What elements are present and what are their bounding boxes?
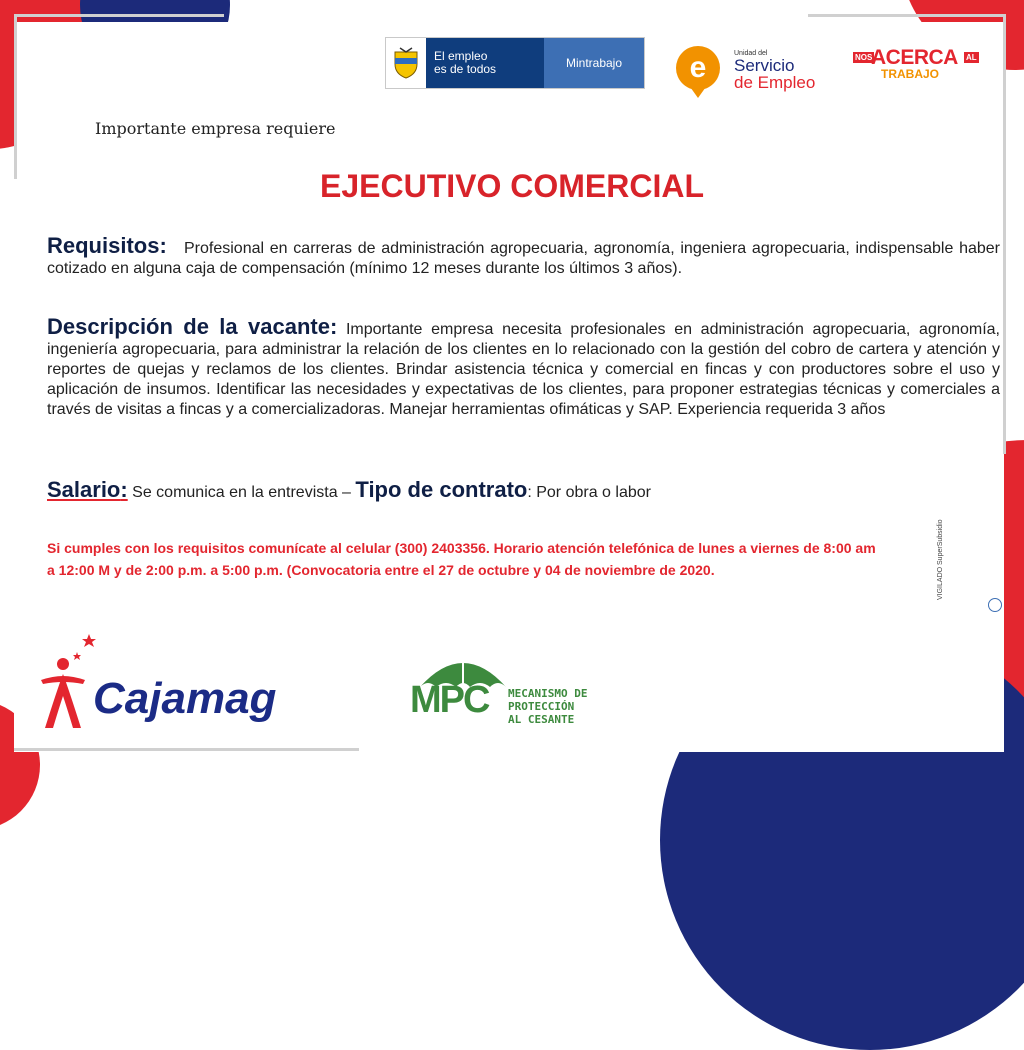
mintrabajo-name: Mintrabajo: [544, 38, 644, 88]
job-title: EJECUTIVO COMERCIAL: [319, 168, 705, 204]
contrato-label: Tipo de contrato: [355, 477, 528, 502]
salario-colon: :: [120, 477, 128, 502]
descripcion-section: [47, 314, 1000, 420]
descripcion-text: Importante empresa necesita profesionales en administración agropecuaria, agronomía, ingeniería agropecuaria, para administrar la relación de los clientes en lo relacionado con la gestión del cobro de cartera y atención y reportes de quejas y reclamos de los clientes. Brindar asistencia técnica y comercial en fincas y con productores sobre el uso y aplicación de insumos. Identificar las necesidades y expectativas de los clientes, para proponer estrategias técnicas y comerciales a través de visitas a fincas y a comercializadoras. Manejar herramientas ofimáticas y SAP. Experiencia requerida 3 años: [47, 321, 1000, 418]
frame-line-right: [1003, 14, 1006, 454]
mpc-line3: AL CESANTE: [508, 713, 575, 726]
mintrabajo-logo: [385, 37, 645, 89]
servicio-empleo-e-icon: e: [676, 46, 720, 90]
contrato-text: : Por obra o labor: [527, 484, 651, 501]
contact-info: Si cumples con los requisitos comunícate al celular (300) 2403356. Horario atención telefónica de lunes a viernes de 8:00 am a 12:00 M y de 2:00 p.m. a 5:00 p.m. (Convocatoria entre el 27 de octubre y 04 de noviembre de 2020.: [47, 540, 876, 578]
servicio-empleo-line2: de Empleo: [734, 73, 816, 92]
mpc-logo: [400, 625, 600, 745]
servicio-empleo-small: Unidad del: [734, 50, 768, 57]
vigilado-supersubsidio-text: VIGILADO SuperSubsidio: [937, 519, 944, 600]
requisitos-text: Profesional en carreras de administración agropecuaria, agronomía, ingeniera agropecuaria, indispensable haber cotizado en alguna caja de compensación (mínimo 12 meses durante los últimos 3 años).: [47, 240, 1001, 277]
requisitos-label: Requisitos:: [47, 233, 167, 258]
frame-line-top-right: [808, 14, 1004, 17]
frame-line-bottom-left: [14, 748, 359, 751]
intro-text: Importante empresa requiere: [95, 119, 336, 138]
salario-section: [47, 477, 1000, 503]
frame-line-top-left: [14, 14, 224, 17]
servicio-empleo-logo: [676, 44, 836, 104]
mpc-description: [508, 687, 587, 726]
servicio-empleo-pin-tail: [688, 84, 708, 98]
descripcion-label: Descripción de la vacante:: [47, 314, 338, 339]
salario-label: Salario: [47, 477, 121, 502]
salario-text: Se comunica en la entrevista –: [132, 484, 351, 501]
cajamag-figure-icon: [37, 630, 97, 740]
mintrabajo-slogan-line2: es de todos: [434, 62, 497, 76]
acerca-logo-main: ACERCA: [871, 46, 958, 69]
acerca-logo-nos: NOS: [855, 53, 873, 62]
nos-acerca-al-trabajo-logo: [853, 46, 981, 86]
frame-line-left: [14, 14, 17, 179]
cajamag-wordmark: Cajamag: [93, 674, 277, 723]
acerca-logo-al: AL: [966, 53, 977, 62]
mintrabajo-slogan: [426, 38, 544, 88]
mpc-acronym: MPC: [410, 679, 489, 721]
mintrabajo-slogan-line1: El empleo: [434, 49, 488, 63]
mpc-line2: PROTECCIÓN: [508, 700, 575, 713]
requisitos-section: [47, 233, 1001, 279]
servicio-empleo-line1: Servicio: [734, 56, 795, 75]
acerca-logo-sub: TRABAJO: [881, 67, 940, 81]
mpc-line1: MECANISMO DE: [508, 687, 588, 700]
cajamag-logo: [37, 630, 327, 740]
colombia-shield-icon: [386, 38, 426, 88]
supersubsidio-badge-icon: [988, 598, 1002, 612]
